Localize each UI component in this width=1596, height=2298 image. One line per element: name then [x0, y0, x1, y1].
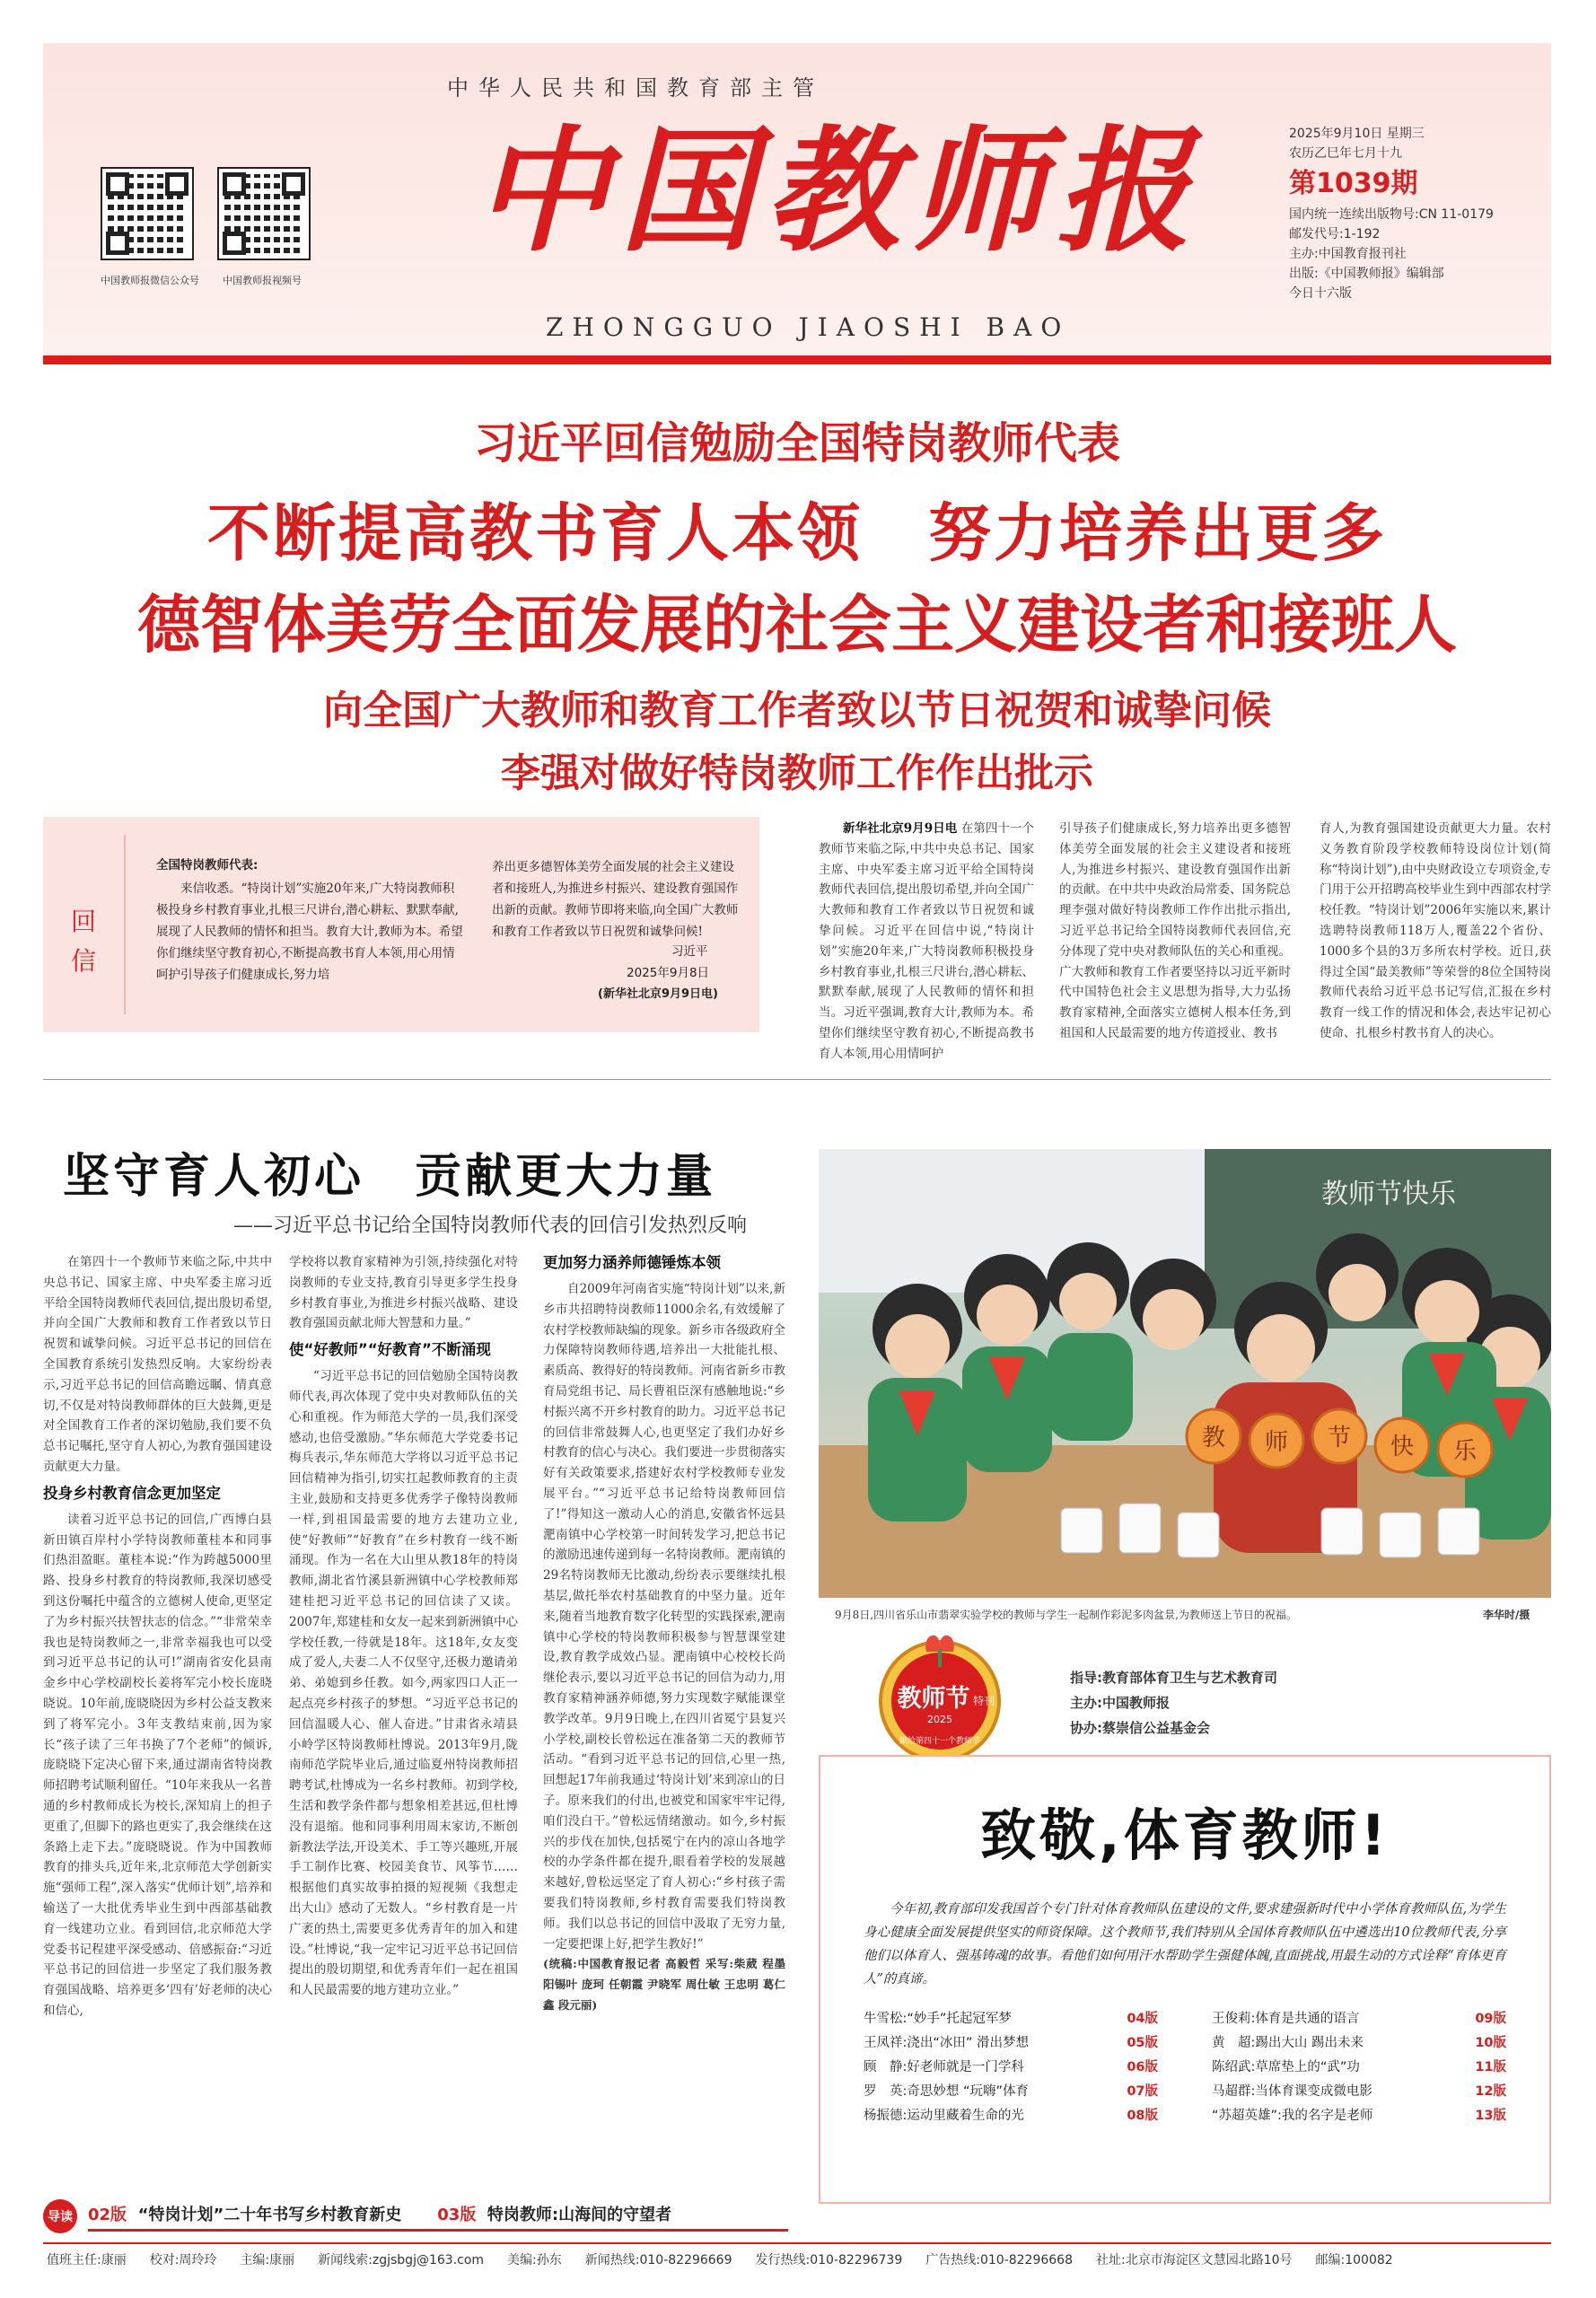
- headline-main-line2: 德智体美劳全面发展的社会主义建设者和接班人: [137, 588, 1457, 662]
- xinhua-column-2: 引导孩子们健康成长,努力培养出更多德智体美劳全面发展的社会主义建设者和接班人,为推进乡村振兴、建设教育强国作出新的贡献。在中共中央政治局常委、国务院总理李强对做好特岗教师工作作出批示指出,习近平总书记给全国特岗教师代表回信,充分体现了党中央对教师队伍的关心和重视。广大教师和教育工作者要坚持以习近平新时代中国特色社会主义思想为指导,大力弘扬教育家精神,全面落实立德树人根本任务,到祖国和人民最需要的地方传道授业、教书: [1059, 821, 1291, 1040]
- badge-subtitle: 献给第四十一个教师节: [899, 1737, 981, 1746]
- reply-sign-date: 2025年9月8日: [627, 966, 710, 980]
- story-c1-part1: 在第四十一个教师节来临之际,中共中央总书记、国家主席、中央军委主席习近平给全国特岗教师代表回信,提出殷切希望,并向全国广大教师和教育工作者致以节日祝贺和诚挚问候。习近平总书记的回信在全国教育系统引发热烈反响。大家纷纷表示,习近平总书记的回信高瞻远瞩、情真意切,不仅是对特岗教师群体的巨大鼓舞,更是对全国教育工作者的深切勉励,我们要不负总书记嘱托,坚守育人初心,为教育强国建设贡献更大力量。: [43, 1255, 272, 1474]
- issue-date: 2025年9月10日 星期三: [1289, 127, 1425, 141]
- festival-intro: 今年初,教育部印发我国首个专门针对体育教师队伍建设的文件,要求建强新时代中小学体育教师队伍,为学生身心健康全面发展提供坚实的师资保障。这个教师节,我们特别从全国体育教师队伍中遴选出10位教师代表,分享他们以体育人、强基铸魂的故事。看他们如何用汗水帮助学生强健体魄,直面挑战,用最生动的方式诠释“育体更育人”的真谛。: [864, 1902, 1506, 1987]
- toc-entry[interactable]: [1212, 2007, 1506, 2031]
- story-column-3: [543, 1252, 785, 2016]
- guide-item-1-page: 02版: [88, 2205, 127, 2224]
- badge-year: 2025: [927, 1714, 952, 1725]
- festival-box: [819, 1755, 1551, 2204]
- reply-column-1: 来信收悉。“特岗计划”实施20年来,广大特岗教师积极投身乡村教育事业,扎根三尺讲台,潜心耕耘、默默奉献,展现了人民教师的情怀和担当。教育大计,教师为本。希望你们继续坚守教育初心,不断提高教书育人本领,用心用情呵护引导孩子们健康成长,努力培: [156, 881, 463, 982]
- footer-editor: 主编:康丽: [240, 2253, 295, 2267]
- guide-badge: 导读: [43, 2199, 77, 2233]
- issue-postal: 邮发代号:1-192: [1289, 227, 1381, 241]
- story-subtitle: ——习近平总书记给全国特岗教师代表的回信引发热烈反响: [233, 1215, 748, 1237]
- flower-char-2: 师: [1264, 1429, 1289, 1456]
- footer-art: 美编:孙东: [507, 2253, 562, 2267]
- news-photo[interactable]: [819, 1149, 1551, 1598]
- footer-proof: 校对:周玲玲: [149, 2253, 217, 2267]
- toc-entry-title: “苏超英雄”:我的名字是老师: [1212, 2109, 1373, 2123]
- story-column-1: [43, 1252, 272, 2022]
- headline-kicker: 习近平回信勉励全国特岗教师代表: [473, 418, 1120, 469]
- story-heading-1: 投身乡村教育信念更加坚定: [43, 1484, 221, 1502]
- toc-entry-page: 11版: [1475, 2060, 1506, 2074]
- reply-tag: 回信: [70, 907, 96, 976]
- headline-sub2: 李强对做好特岗教师工作作出批示: [501, 750, 1093, 796]
- festival-special: [819, 1629, 1551, 2213]
- story-c2-part2: “习近平总书记的回信勉励全国特岗教师代表,再次体现了党中央对教师队伍的关心和重视。作为师范大学的一员,我们深受感动,也倍受激励。”华东师范大学党委书记梅兵表示,华东师范大学将以习近平总书记回信精神为指引,切实扛起教师教育的主责主业,鼓励和支持更多优秀学子像特岗教师一样,到祖国最需要的地方去建功立业,使“好教师”“好教育”在乡村教育一线不断涌现。作为一名在大山里从教18年的特岗教师,湖北省竹溪县新洲镇中心学校教师郑建桂把习近平总书记的回信读了又读。2007年,郑建桂和女友一起来到新洲镇中心学校任教,一待就是18年。这18年,女友变成了爱人,夫妻二人不仅坚守,还极力邀请弟弟、弟媳到乡任教。如今,两家四口人正一起点亮乡村孩子的梦想。“习近平总书记的回信温暖人心、催人奋进。”甘肃省永靖县小岭学区特岗教师杜博说。2013年9月,陇南师范学院毕业后,通过临夏州特岗教师招聘考试,杜博成为一名乡村教师。初到学校,生活和教学条件都与想象相差甚远,但杜博没有退缩。他和同事利用周末家访,不断创新教法学法,开设美术、手工等兴趣班,开展手工制作比赛、校园美食节、风筝节……根据他们真实故事拍摄的短视频《我想走出大山》感动了无数人。“乡村教育是一片广袤的热土,需要更多优秀青年的加入和建设。”杜博说,“我一定牢记习近平总书记回信提出的殷切期望,和优秀青年们一起在祖国和人民最需要的地方建功立业。”: [289, 1369, 518, 1998]
- qr-caption-video: 中国教师报视频号: [223, 275, 302, 286]
- reply-signature: 习近平: [671, 944, 708, 959]
- toc-entry[interactable]: [864, 2007, 1158, 2031]
- issue-number: 第1039期: [1289, 168, 1418, 199]
- footer-news-email[interactable]: 新闻线索:zgjsbgj@163.com: [318, 2253, 485, 2267]
- guide-bar: [43, 2197, 788, 2235]
- story-heading-2: 使“好教师”“好教育”不断涌现: [289, 1341, 491, 1359]
- masthead: [43, 43, 1551, 362]
- festival-sponsors: [1070, 1665, 1277, 1741]
- photo-caption: 9月8日,四川省乐山市翡翠实验学校的教师与学生一起制作彩泥多肉盆景,为教师送上节日的祝福。: [835, 1609, 1297, 1621]
- toc-entry[interactable]: [864, 2031, 1158, 2056]
- toc-entry-title: 罗 英:奇思妙想 “玩嗨”体育: [864, 2084, 1030, 2099]
- issue-lunar-date: 农历乙巳年七月十九: [1289, 146, 1402, 161]
- classroom-photo-illustration: [819, 1149, 1551, 1598]
- reply-source: (新华社北京9月9日电): [598, 987, 718, 1001]
- reply-salutation: 全国特岗教师代表:: [156, 858, 259, 873]
- flower-char-3: 节: [1327, 1425, 1352, 1452]
- toc-entry-page: 13版: [1475, 2109, 1506, 2123]
- qr-caption-wechat: 中国教师报微信公众号: [101, 275, 199, 286]
- toc-entry-page: 10版: [1475, 2036, 1506, 2050]
- guide-item-1[interactable]: [88, 2202, 401, 2225]
- qr-code-wechat[interactable]: [102, 169, 192, 259]
- festival-title: 致敬,体育教师!: [980, 1802, 1390, 1868]
- story-c3-text: 自2009年河南省实施“特岗计划”以来,新乡市共招聘特岗教师11000余名,有效缓解了农村学校教师缺编的现象。新乡市各级政府全力保障特岗教师待遇,培养出一大批能扎根、素质高、教得好的特岗教师。河南省新乡市教育局党组书记、局长曹祖臣深有感触地说:“乡村振兴离不开乡村教育的助力。习近平总书记的回信非常鼓舞人心,也更坚定了我们办好乡村教育的信心与决心。我们要进一步贯彻落实好有关政策要求,搭建好农村学校教师专业发展平台。”“习近平总书记给特岗教师回信了!”得知这一激动人心的消息,安徽省怀远县淝南镇中心学校第一时间转发学习,把总书记的激励迅速传递到每一名特岗教师。淝南镇的29名特岗教师无比激动,纷纷表示要继续扎根基层,做托举农村基础教育的中坚力量。近年来,随着当地教育数字化转型的实践探索,淝南镇中心学校的特岗教师积极参与智慧课堂建设,教育教学成效凸显。淝南镇中心校校长尚继伦表示,要以习近平总书记的回信为动力,用教育家精神涵养师德,努力实现数字赋能课堂教学改革。9月9日晚上,在四川省冕宁县复兴小学校,副校长曾松远在准备第二天的教师节活动。“看到习近平总书记的回信,心里一热,回想起17年前我通过‘特岗计划’来到凉山的日子。原来我们的付出,也被党和国家牢牢记得,咱们没白干。”曾松远情绪激动。如今,乡村振兴的步伐在加快,包括冕宁在内的凉山各地学校的办学条件都在提升,眼看着学校的发展越来越好,曾松远坚定了育人初心:“乡村孩子需要我们特岗教师,乡村教育需要我们特岗教师。我们以总书记的回信中汲取了无穷力量,一定要把课上好,把学生教好!”: [543, 1282, 785, 1952]
- toc-entry-title: 杨振德:运动里藏着生命的光: [864, 2109, 1024, 2123]
- supervisor-line: 中华人民共和国教育部主管: [447, 75, 824, 101]
- story-c2-part1: 学校将以教育家精神为引领,持续强化对特岗教师的专业支持,教育引导更多学生投身乡村教育事业,为推进乡村振兴战略、建设教育强国贡献北师大智慧和力量。”: [289, 1255, 518, 1331]
- photo-credit: 李华时/摄: [1483, 1609, 1530, 1621]
- toc-entry[interactable]: [1212, 2104, 1506, 2128]
- issue-publisher: 出版:《中国教师报》编辑部: [1289, 267, 1444, 281]
- toc-entry-page: 08版: [1127, 2109, 1158, 2123]
- toc-entry-page: 12版: [1475, 2084, 1506, 2099]
- footer-bar: [43, 2242, 1551, 2275]
- toc-entry-title: 牛雪松:“妙手”托起冠军梦: [864, 2012, 1012, 2026]
- xinhua-dateline: 新华社北京9月9日电: [843, 821, 958, 836]
- toc-entry[interactable]: [864, 2080, 1158, 2104]
- toc-entry-title: 黄 超:踢出大山 踢出未来: [1212, 2036, 1364, 2050]
- footer-duty: 值班主任:康丽: [47, 2253, 127, 2267]
- issue-pages: 今日十六版: [1289, 286, 1352, 301]
- toc-entry-page: 05版: [1127, 2036, 1158, 2050]
- flower-char-4: 快: [1390, 1434, 1415, 1460]
- toc-entry[interactable]: [864, 2104, 1158, 2128]
- festival-host: 主办:中国教师报: [1070, 1695, 1170, 1711]
- guide-item-2-page: 03版: [437, 2205, 477, 2224]
- reply-divider: [124, 835, 126, 1014]
- badge-tag: 特刊: [972, 1695, 995, 1707]
- toc-entry-title: 王凤祥:浇出“冰田” 滑出梦想: [864, 2036, 1030, 2050]
- guide-item-2-text: 特岗教师:山海间的守望者: [487, 2205, 672, 2224]
- story-column-2: [289, 1252, 518, 2001]
- newspaper-logo: 中国教师报: [474, 112, 1202, 270]
- toc-entry-title: 马超群:当体育课变成微电影: [1212, 2084, 1372, 2099]
- badge-title: 教师节: [897, 1685, 970, 1713]
- guide-item-1-text: “特岗计划”二十年书写乡村教育新史: [137, 2205, 402, 2224]
- footer-dist-hotline: 发行热线:010-82296739: [755, 2253, 903, 2267]
- toc-entry[interactable]: [864, 2056, 1158, 2080]
- headline-sub1: 向全国广大教师和教育工作者致以节日祝贺和诚挚问候: [323, 688, 1271, 733]
- footer-address: 社址:北京市海淀区文慧园北路10号: [1096, 2253, 1293, 2267]
- story-title: 坚守育人初心 贡献更大力量: [63, 1149, 717, 1204]
- festival-toc: [864, 2007, 1506, 2128]
- section-divider: [43, 1079, 1551, 1080]
- toc-entry[interactable]: [1212, 2080, 1506, 2104]
- toc-entry-page: 09版: [1475, 2012, 1506, 2026]
- festival-guide: 指导:教育部体育卫生与艺术教育司: [1070, 1670, 1278, 1686]
- headline-main-line1: 不断提高教书育人本领 努力培养出更多: [207, 496, 1387, 570]
- story-credit: (统稿:中国教育报记者 高毅哲 采写:柴葳 程墨 阳锡叶 庞珂 任朝霞 尹晓军 周仕敏 王忠明 葛仁鑫 段元丽): [543, 1957, 785, 2012]
- xinhua-column-1: [819, 819, 1034, 1065]
- toc-entry[interactable]: [1212, 2031, 1506, 2056]
- masthead-divider: [43, 355, 1551, 364]
- story-heading-3: 更加努力涵养师德锤炼本领: [543, 1254, 721, 1271]
- footer-news-hotline: 新闻热线:010-82296669: [584, 2253, 732, 2267]
- flower-char-1: 教: [1201, 1425, 1226, 1452]
- toc-entry-title: 王俊莉:体育是共通的语言: [1212, 2012, 1360, 2026]
- issue-cn: 国内统一连续出版物号:CN 11-0179: [1289, 207, 1494, 222]
- reply-letter-box: [43, 817, 759, 1032]
- footer-zip: 邮编:100082: [1315, 2253, 1393, 2267]
- festival-toc-left: [864, 2007, 1158, 2128]
- toc-entry-page: 07版: [1127, 2084, 1158, 2099]
- toc-entry-title: 陈绍武:草席垫上的“武”功: [1212, 2060, 1360, 2074]
- toc-entry[interactable]: [1212, 2056, 1506, 2080]
- chalkboard-text: 教师节快乐: [1321, 1179, 1456, 1210]
- guide-item-2[interactable]: [437, 2202, 671, 2225]
- qr-code-video[interactable]: [219, 169, 309, 259]
- guide-items: [88, 2202, 788, 2232]
- footer-ad-hotline: 广告热线:010-82296668: [925, 2253, 1073, 2267]
- issue-host: 主办:中国教育报刊社: [1289, 247, 1407, 261]
- story-c1-part2: 读着习近平总书记的回信,广西博白县新田镇百岸村小学特岗教师董桂本和同事们热泪盈眶。董桂本说:“作为跨越5000里路、投身乡村教育的特岗教师,我深切感受到这份嘱托中蕴含的立德树人使命,更坚定了为乡村振兴扶智扶志的信念。”“非常荣幸我也是特岗教师之一,非常幸福我也可以受到习近平总书记的认可!”湖南省安化县南金乡中心学校副校长姜将军完小校长庞晓晓说。10年前,庞晓晓因为乡村公益支教来到了将军完小。3年支教结束前,因为家长“孩子读了三年书换了7个老师”的倾诉,庞晓晓下定决心留下来,通过湖南省特岗教师招聘考试顺利留任。“10年来我从一名普通的乡村教师成长为校长,深知肩上的担子更重了,但脚下的路也更实了,我会继续在这条路上走下去。”庞晓晓说。作为中国教师教育的排头兵,近年来,北京师范大学创新实施“强师工程”,深入落实“优师计划”,培养和输送了一大批优秀毕业生到中西部基础教育一线建功立业。看到回信,北京师范大学党委书记程建平深受感动、倍感振奋:“习近平总书记的回信进一步坚定了我们服务教育强国战略、培养更多‘四有’好老师的决心和信心,: [43, 1512, 272, 2018]
- festival-toc-right: [1212, 2007, 1506, 2128]
- toc-entry-page: 06版: [1127, 2060, 1158, 2074]
- issue-info: [1289, 124, 1494, 303]
- flower-char-5: 乐: [1452, 1438, 1478, 1465]
- teachers-day-badge: [873, 1629, 1007, 1764]
- toc-entry-title: 顾 静:好老师就是一门学科: [864, 2060, 1024, 2074]
- festival-cohost: 协办:蔡崇信公益基金会: [1070, 1720, 1210, 1736]
- reply-column-2: 养出更多德智体美劳全面发展的社会主义建设者和接班人,为推进乡村振兴、建设教育强国作出新的贡献。教师节即将来临,向全国广大教师和教育工作者致以节日祝贺和诚挚问候!: [492, 860, 739, 939]
- xinhua-column-1-text: 在第四十一个教师节来临之际,中共中央总书记、国家主席、中央军委主席习近平给全国特岗教师代表回信,提出殷切希望,并向全国广大教师和教育工作者致以节日祝贺和诚挚问候。习近平在回信中说,“特岗计划”实施20年来,广大特岗教师积极投身乡村教育事业,扎根三尺讲台,潜心耕耘、默默奉献,展现了人民教师的情怀和担当。习近平强调,教育大计,教师为本。希望你们继续坚守教育初心,不断提高教书育人本领,用心用情呵护: [819, 821, 1035, 1061]
- newspaper-pinyin: ZHONGGUO JIAOSHI BAO: [546, 312, 1071, 342]
- xinhua-column-3: 育人,为教育强国建设贡献更大力量。农村义务教育阶段学校教师特设岗位计划(简称“特岗计划”),由中央财政设立专项资金,专门用于公开招聘高校毕业生到中西部农村学校任教。“特岗计划”2006年实施以来,累计选聘特岗教师118万人,覆盖22个省份、1000多个县的3万多所农村学校。近日,获得过全国“最美教师”等荣誉的8位全国特岗教师代表给习近平总书记写信,汇报在乡村教育一线工作的情况和体会,表达牢记初心使命、扎根乡村教书育人的决心。: [1320, 821, 1551, 1040]
- toc-entry-page: 04版: [1127, 2012, 1158, 2026]
